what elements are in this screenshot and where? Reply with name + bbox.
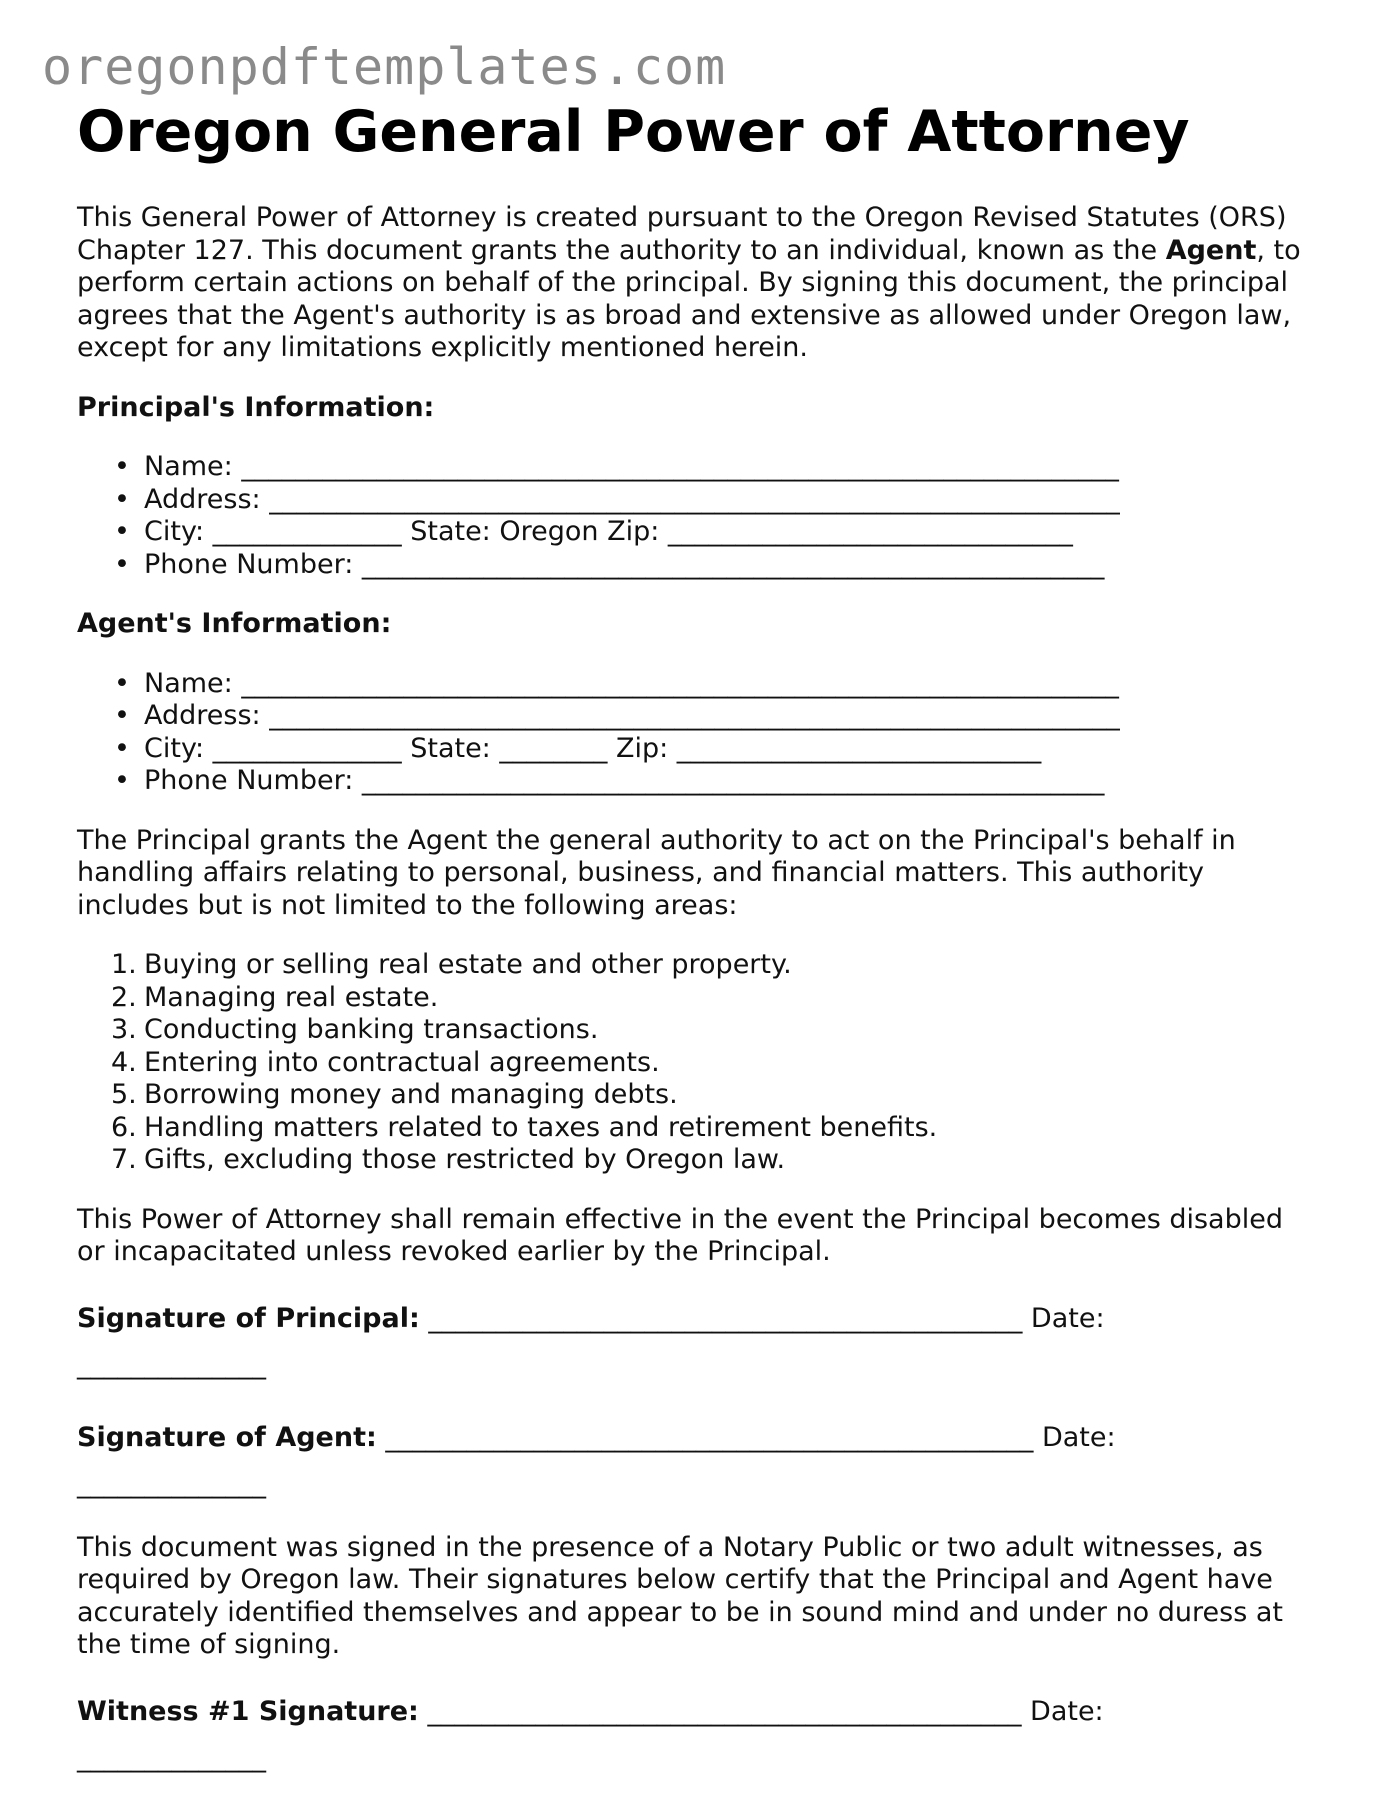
- list-item: [77, 1144, 1322, 1177]
- field-text: Phone Number: _______________________________________________________: [144, 765, 1105, 796]
- notary-paragraph: This document was signed in the presence of a Notary Public or two adult witnesses, as required by Oregon law. Their signatures below certify that the Principal and Agent have accurately identified themselves and appear to be in sound mind and under no duress at the time of signing.: [77, 1531, 1283, 1660]
- field-text: Address: _______________________________________________________________: [144, 700, 1120, 731]
- principal-name-field[interactable]: [77, 451, 1322, 484]
- intro-agent-term: Agent: [1165, 234, 1257, 266]
- agent-info-list: [77, 668, 1322, 798]
- item-text: Managing real estate.: [144, 981, 439, 1013]
- bullet-icon: •: [114, 765, 130, 796]
- item-text: Entering into contractual agreements.: [144, 1046, 660, 1078]
- list-item: [77, 1079, 1322, 1112]
- bullet-icon: •: [114, 732, 130, 764]
- field-text: City: ______________ State: ________ Zip: ___________________________: [144, 732, 1042, 764]
- item-number: 7.: [111, 1144, 137, 1175]
- item-number: 3.: [111, 1014, 137, 1045]
- list-item: [77, 982, 1322, 1015]
- list-item: [77, 1014, 1322, 1047]
- field-text: Name: _________________________________________________________________: [144, 451, 1119, 482]
- agent-name-field[interactable]: [77, 668, 1322, 701]
- bullet-icon: •: [114, 451, 130, 482]
- item-text: Handling matters related to taxes and retirement benefits.: [144, 1111, 938, 1143]
- witness1-signature-block[interactable]: [77, 1689, 1322, 1781]
- list-item: [77, 949, 1322, 982]
- agent-signature-blank: ________________________________________________ Date:: [376, 1421, 1116, 1453]
- principal-signature-line[interactable]: [77, 1296, 1322, 1342]
- witness1-signature-line[interactable]: [77, 1689, 1322, 1735]
- list-item: [77, 1047, 1322, 1080]
- bullet-icon: •: [114, 483, 130, 515]
- agent-address-field[interactable]: [77, 700, 1322, 733]
- grant-paragraph: The Principal grants the Agent the general authority to act on the Principal's behalf in handling affairs relating to personal, business, and financial matters. This authority includes but is not limited to the following areas:: [77, 824, 1236, 921]
- agent-info-heading: Agent's Information:: [77, 608, 392, 639]
- agent-phone-field[interactable]: [77, 765, 1322, 798]
- document-title: Oregon General Power of Attorney: [77, 99, 1190, 165]
- principal-address-field[interactable]: [77, 484, 1322, 517]
- item-number: 2.: [111, 981, 137, 1013]
- agent-signature-block[interactable]: [77, 1415, 1322, 1507]
- item-text: Gifts, excluding those restricted by Oregon law.: [144, 1144, 786, 1175]
- witness1-date-blank[interactable]: ______________: [77, 1741, 266, 1773]
- item-number: 4.: [111, 1046, 137, 1078]
- effectiveness-paragraph: This Power of Attorney shall remain effective in the event the Principal becomes disabled or incapacitated unless revoked earlier by the Principal.: [77, 1203, 1283, 1267]
- principal-date-blank[interactable]: ______________: [77, 1348, 266, 1380]
- intro-text-start: This General Power of Attorney is created pursuant to the Oregon Revised Statutes (ORS) Chapter 127. This document grants the authority to an individual, known as the: [77, 202, 1287, 266]
- bullet-icon: •: [114, 667, 130, 699]
- item-number: 1.: [111, 949, 137, 980]
- field-text: Name: _________________________________________________________________: [144, 667, 1119, 699]
- field-text: Phone Number: _______________________________________________________: [144, 548, 1105, 580]
- item-number: 6.: [111, 1111, 137, 1143]
- item-text: Buying or selling real estate and other property.: [144, 949, 792, 980]
- agent-signature-line[interactable]: [77, 1415, 1322, 1461]
- principal-signature-block[interactable]: [77, 1296, 1322, 1388]
- intro-text-end: , to perform certain actions on behalf of the principal. By signing this document, the principal agrees that the Agent's authority is as broad and extensive as allowed under Oregon law, except for any limitations explicitly mentioned herein.: [77, 234, 1301, 363]
- item-text: Borrowing money and managing debts.: [144, 1079, 678, 1110]
- agent-date-blank[interactable]: ______________: [77, 1467, 266, 1499]
- principal-info-heading: Principal's Information:: [77, 391, 435, 423]
- intro-paragraph: [77, 202, 1322, 365]
- principal-city-state-zip-field[interactable]: [77, 516, 1322, 549]
- principal-phone-field[interactable]: [77, 549, 1322, 582]
- bullet-icon: •: [114, 548, 130, 580]
- site-watermark: oregonpdftemplates.com: [42, 38, 727, 96]
- agent-city-state-zip-field[interactable]: [77, 733, 1322, 766]
- item-number: 5.: [111, 1079, 137, 1110]
- document-body: [77, 97, 1322, 1781]
- field-text: Address: _______________________________________________________________: [144, 483, 1120, 515]
- principal-signature-blank: ____________________________________________ Date:: [419, 1302, 1105, 1334]
- witness1-signature-blank: ____________________________________________ Date:: [418, 1695, 1104, 1727]
- authority-areas-list: [77, 949, 1322, 1177]
- principal-info-list: [77, 451, 1322, 581]
- item-text: Conducting banking transactions.: [144, 1014, 599, 1045]
- bullet-icon: •: [114, 700, 130, 731]
- witness1-signature-label: Witness #1 Signature:: [77, 1695, 419, 1727]
- field-text: City: ______________ State: Oregon Zip: ______________________________: [144, 516, 1073, 547]
- agent-signature-label: Signature of Agent:: [77, 1421, 377, 1453]
- bullet-icon: •: [114, 516, 130, 547]
- principal-signature-label: Signature of Principal:: [77, 1302, 420, 1334]
- list-item: [77, 1112, 1322, 1145]
